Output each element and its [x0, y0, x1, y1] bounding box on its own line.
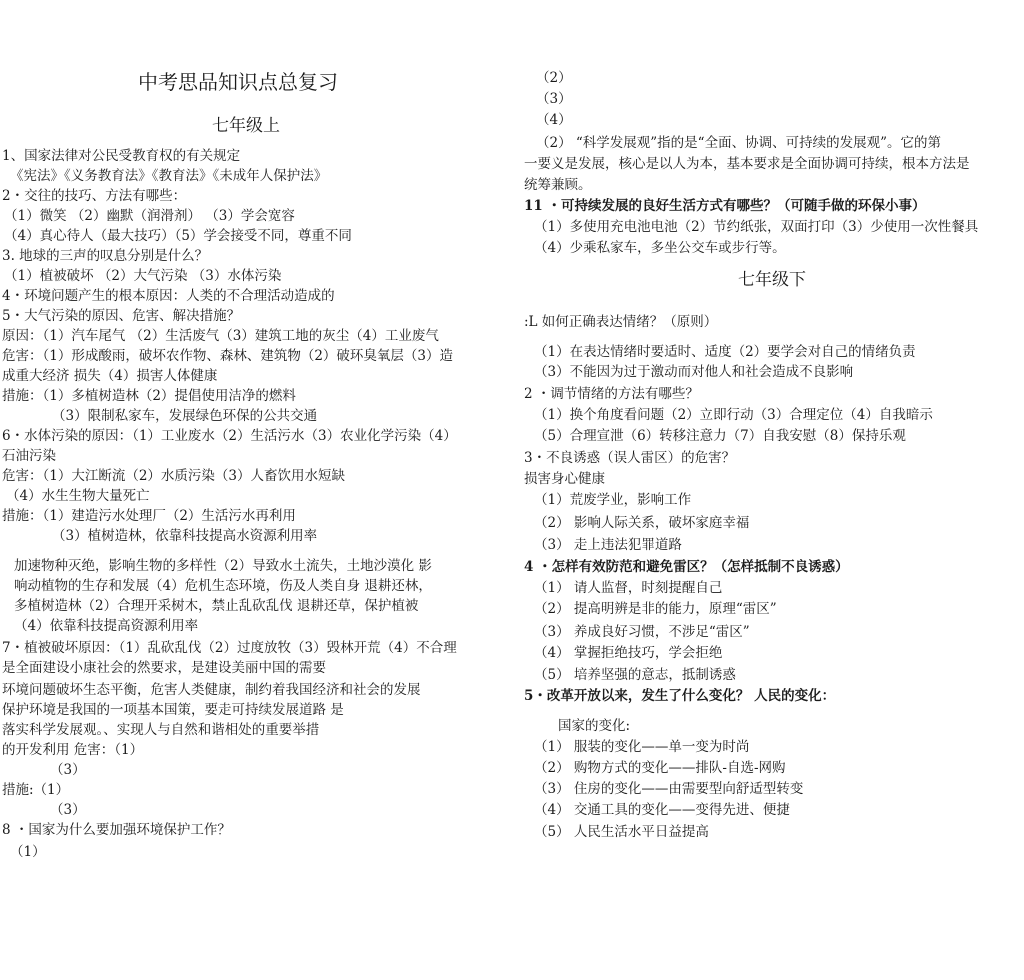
text-line: （4）: [536, 112, 572, 128]
text-line: （4）真心待人（最大技巧）（5）学会接受不同，尊重不同: [4, 228, 352, 244]
text-line: （1） 服装的变化——单一变为时尚: [534, 739, 750, 755]
text-line: 是全面建设小康社会的然要求，是建设美丽中国的需要: [2, 660, 326, 676]
text-line: （3） 住房的变化——由需要型向舒适型转变: [534, 781, 804, 797]
grade-heading-upper: 七年级上: [212, 116, 280, 136]
text-line: 统筹兼顾。: [524, 177, 592, 193]
text-line: （5）合理宣泄（6）转移注意力（7）自我安慰（8）保持乐观: [534, 428, 906, 444]
text-line: （3）: [50, 762, 86, 778]
text-line: 3・不良诱惑（误人雷区）的危害？: [524, 450, 736, 466]
text-line: （2） 提高明辨是非的能力，原理“雷区”: [534, 601, 777, 617]
text-line: （5） 培养坚强的意志，抵制诱惑: [534, 667, 736, 683]
text-line: （3） 走上违法犯罪道路: [534, 537, 682, 553]
text-line: （2） “科学发展观”指的是“全面、协调、可持续的发展观”。它的第: [536, 135, 941, 151]
text-line: 4 ・怎样有效防范和避免雷区？（怎样抵制不良诱惑）: [524, 559, 849, 575]
text-line: （5） 人民生活水平日益提高: [534, 824, 709, 840]
text-line: 7・植被破坏原因：（1）乱砍乱伐（2）过度放牧（3）毁林开荒（4）不合理: [2, 640, 457, 656]
text-line: （2） 购物方式的变化——排队-自选-网购: [534, 760, 786, 776]
text-line: （3）: [536, 91, 572, 107]
text-line: 1、国家法律对公民受教育权的有关规定: [2, 148, 241, 164]
text-line: 落实科学发展观。、实现人与自然和谐相处的重要举措: [2, 722, 320, 738]
text-line: 措施:（1）: [2, 782, 70, 798]
text-line: 3. 地球的三声的叹息分别是什么？: [2, 248, 209, 264]
text-line: :L 如何正确表达情绪？（原则）: [524, 314, 718, 330]
document-title: 中考思品知识点总复习: [138, 70, 338, 94]
text-line: 成重大经济 损失（4）损害人体健康: [2, 368, 218, 384]
text-line: 2・交往的技巧、方法有哪些：: [2, 188, 187, 204]
text-line: （1）荒废学业，影响工作: [534, 492, 692, 508]
text-line: 保护环境是我国的一项基本国策，要走可持续发展道路 是: [2, 702, 344, 718]
text-line: （1）多使用充电池电池（2）节约纸张，双面打印（3）少使用一次性餐具: [534, 219, 979, 235]
text-line: （1）在表达情绪时要适时、适度（2）要学会对自己的情绪负责: [534, 344, 916, 360]
text-line: （4）水生生物大量死亡: [6, 488, 150, 504]
text-line: （1）: [10, 844, 46, 860]
text-line: （3） 养成良好习惯，不涉足“雷区”: [534, 624, 750, 640]
text-line: 11 ・可持续发展的良好生活方式有哪些？（可随手做的环保小事）: [524, 198, 926, 214]
text-line: 5・大气污染的原因、危害、解决措施？: [2, 308, 241, 324]
text-line: 一要义是发展，核心是以人为本，基本要求是全面协调可持续，根本方法是: [524, 156, 970, 172]
text-line: 6・水体污染的原因：（1）工业废水（2）生活污水（3）农业化学污染（4）: [2, 428, 457, 444]
text-line: 《宪法》《义务教育法》《教育法》《未成年人保护法》: [10, 168, 328, 184]
text-line: （3）: [50, 802, 86, 818]
text-line: （1）植被破坏 （2）大气污染 （3）水体污染: [4, 268, 282, 284]
text-line: （2） 影响人际关系，破坏家庭幸福: [534, 515, 750, 531]
text-line: 4・环境问题产生的根本原因：人类的不合理活动造成的: [2, 288, 335, 304]
text-line: 的开发利用 危害：（1）: [2, 742, 144, 758]
text-line: （1）微笑 （2）幽默（润滑剂） （3）学会宽容: [4, 208, 295, 224]
text-line: （4）依靠科技提高资源利用率: [14, 618, 199, 634]
text-line: （3）不能因为过于激动而对他人和社会造成不良影响: [534, 364, 854, 380]
text-line: 环境问题破坏生态平衡，危害人类健康，制约着我国经济和社会的发展: [2, 682, 421, 698]
text-line: 石油污染: [2, 448, 56, 464]
text-line: 加速物种灭绝，影响生物的多样性（2）导致水土流失，土地沙漠化 影: [14, 558, 432, 574]
text-line: （1） 请人监督，时刻提醒自己: [534, 580, 723, 596]
text-line: 8 ・国家为什么要加强环境保护工作？: [2, 822, 231, 838]
text-line: 响动植物的生存和发展（4）危机生态环境，伤及人类自身 退耕还林，: [14, 578, 432, 594]
text-line: 原因：（1）汽车尾气 （2）生活废气（3）建筑工地的灰尘（4）工业废气: [2, 328, 439, 344]
text-line: 2 ・调节情绪的方法有哪些？: [524, 386, 699, 402]
text-line: （2）: [536, 70, 572, 86]
text-line: 危害：（1）形成酸雨，破坏农作物、森林、建筑物（2）破环臭氧层（3）造: [2, 348, 454, 364]
text-line: 措施：（1）多植树造林（2）提倡使用洁净的燃料: [2, 388, 296, 404]
text-line: 危害：（1）大江断流（2）水质污染（3）人畜饮用水短缺: [2, 468, 346, 484]
text-line: （4）少乘私家车，多坐公交车或步行等。: [534, 240, 786, 256]
text-line: （4） 交通工具的变化——变得先进、便捷: [534, 802, 790, 818]
grade-heading-lower: 七年级下: [738, 270, 806, 290]
text-line: （3）植树造林，依靠科技提高水资源利用率: [52, 528, 318, 544]
text-line: （3）限制私家车，发展绿色环保的公共交通: [52, 408, 318, 424]
text-line: 损害身心健康: [524, 471, 605, 487]
text-line: 5・改革开放以来，发生了什么变化？ 人民的变化：: [524, 688, 836, 704]
text-line: 措施：（1）建造污水处理厂（2）生活污水再利用: [2, 508, 296, 524]
text-line: （4） 掌握拒绝技巧，学会拒绝: [534, 645, 723, 661]
text-line: （1）换个角度看问题（2）立即行动（3）合理定位（4）自我暗示: [534, 407, 933, 423]
text-line: 多植树造林（2）合理开采树木，禁止乱砍乱伐 退耕还草，保护植被: [14, 598, 419, 614]
text-line: 国家的变化:: [558, 718, 631, 734]
